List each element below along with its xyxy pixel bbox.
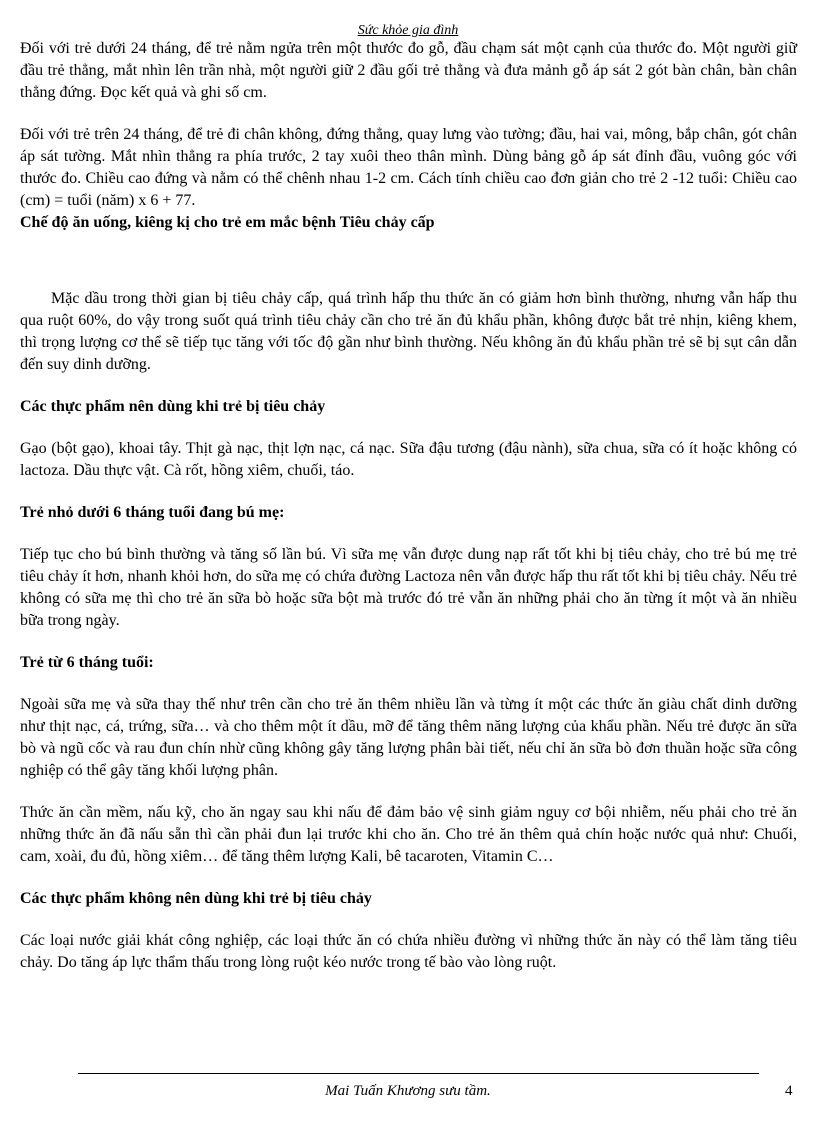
- paragraph-measure-over-24: Đối với trẻ trên 24 tháng, để trẻ đi chân không, đứng thẳng, quay lưng vào tường; đầu, hai vai, mông, bắp chân, gót chân áp sát tường. Mắt nhìn thẳng ra phía trước, 2 tay xuôi theo thân mình. Dùng bảng gỗ áp sát đỉnh đầu, vuông góc với thước đo. Chiều cao đứng và nằm có thể chênh nhau 1-2 cm. Cách tính chiều cao đơn giản cho trẻ 2 -12 tuổi: Chiều cao (cm) = tuổi (năm) x 6 + 77.: [20, 126, 797, 209]
- paragraph-under-6-months: Tiếp tục cho bú bình thường và tăng số lần bú. Vì sữa mẹ vẫn được dung nạp rất tốt khi bị tiêu chảy, cho trẻ bú mẹ trẻ tiêu chảy ít hơn, nhanh khỏi hơn, do sữa mẹ có chứa đường Lactoza nên vẫn được hấp thu rất tốt khi bị tiêu chảy. Nếu trẻ không có sữa mẹ thì cho trẻ ăn sữa bò hoặc sữa bột mà trước đó trẻ vẫn ăn những phải cho ăn từng ít một và ăn nhiều bữa trong ngày.: [20, 546, 797, 629]
- header-title: Sức khỏe gia đình: [357, 23, 459, 38]
- footer-divider: [78, 1073, 759, 1074]
- section-heading-recommended-foods: Các thực phẩm nên dùng khi trẻ bị tiêu chảy: [20, 398, 326, 415]
- section-heading-under-6-months: Trẻ nhỏ dưới 6 tháng tuổi đang bú mẹ:: [20, 504, 285, 521]
- paragraph-recommended-foods: Gạo (bột gạo), khoai tây. Thịt gà nạc, thịt lợn nạc, cá nạc. Sữa đậu tương (đậu nành), sữa chua, sữa có ít hoặc không có lactoza. Dầu thực vật. Cà rốt, hồng xiêm, chuối, táo.: [20, 440, 797, 479]
- paragraph-from-6-months: Ngoài sữa mẹ và sữa thay thế như trên cần cho trẻ ăn thêm nhiều lần và từng ít một các thức ăn giàu chất dinh dưỡng như thịt nạc, cá, trứng, sữa… và cho thêm một ít dầu, mỡ để tăng thêm năng lượng của khẩu phần. Nếu trẻ được ăn sữa bò và ngũ cốc và rau đun chín nhừ cũng không gây tăng lượng phân bài tiết, nếu chỉ ăn sữa bò đơn thuần hoặc sữa công nghiệp có thể gây tăng khối lượng phân.: [20, 696, 797, 779]
- paragraph-foods-to-avoid: Các loại nước giải khát công nghiệp, các loại thức ăn có chứa nhiều đường vì những thức ăn này có thể làm tăng tiêu chảy. Do tăng áp lực thẩm thấu trong lòng ruột kéo nước trong tế bào vào lòng ruột.: [20, 932, 797, 971]
- page-number: 4: [785, 1083, 793, 1099]
- section-heading-foods-to-avoid: Các thực phẩm không nên dùng khi trẻ bị tiêu chảy: [20, 890, 372, 907]
- paragraph-measure-under-24: Đối với trẻ dưới 24 tháng, để trẻ nằm ngửa trên một thước đo gỗ, đầu chạm sát một cạnh của thước đo. Một người giữ đầu trẻ thẳng, mắt nhìn lên trần nhà, một người giữ 2 đầu gối trẻ thẳng và đưa mảnh gỗ áp sát 2 gót bàn chân, bàn chân thẳng đứng. Đọc kết quả và ghi số cm.: [20, 40, 797, 101]
- document-body: [20, 38, 797, 974]
- footer-credit: Mai Tuấn Khương sưu tầm.: [325, 1083, 491, 1099]
- running-header: [0, 23, 816, 39]
- paragraph-diet-intro: Mặc dầu trong thời gian bị tiêu chảy cấp, quá trình hấp thu thức ăn có giảm hơn bình thường, nhưng vẫn hấp thu qua ruột 60%, do vậy trong suốt quá trình tiêu chảy cần cho trẻ ăn đủ khẩu phần, không được bắt trẻ nhịn, kiêng khem, thì trọng lượng cơ thể sẽ tiếp tục tăng với tốc độ gần như bình thường. Nếu không ăn đủ khẩu phần trẻ sẽ bị sụt cân dẫn đến suy dinh dưỡng.: [20, 290, 797, 373]
- paragraph-food-preparation: Thức ăn cần mềm, nấu kỹ, cho ăn ngay sau khi nấu để đảm bảo vệ sinh giảm nguy cơ bội nhiễm, nếu phải cho trẻ ăn những thức ăn đã nấu sẵn thì cần phải đun lại trước khi cho ăn. Cho trẻ ăn thêm quả chín hoặc nước quả như: Chuối, cam, xoài, đu đủ, hồng xiêm… để tăng thêm lượng Kali, bê tacaroten, Vitamin C…: [20, 804, 797, 865]
- section-heading-from-6-months: Trẻ từ 6 tháng tuổi:: [20, 654, 154, 671]
- section-heading-diet: Chế độ ăn uống, kiêng kị cho trẻ em mắc bệnh Tiêu chảy cấp: [20, 214, 435, 231]
